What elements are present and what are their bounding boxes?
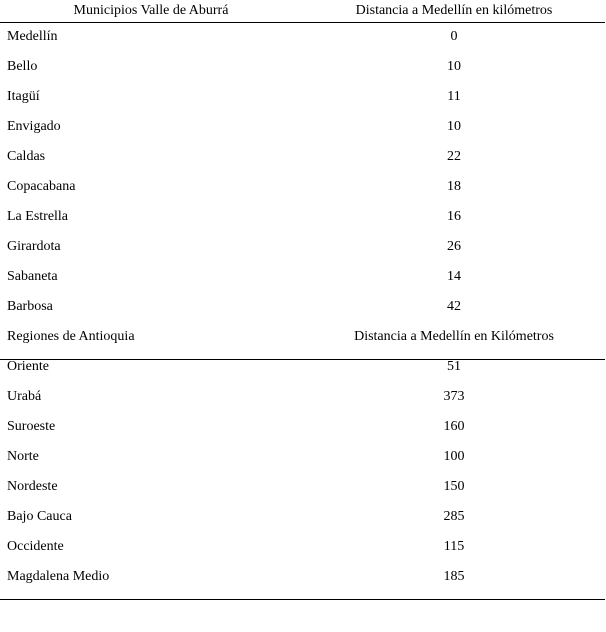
region-distance: 51 bbox=[447, 359, 461, 374]
municipio-distance: 0 bbox=[450, 29, 458, 44]
municipio-distance: 16 bbox=[447, 209, 461, 224]
table1-row bbox=[0, 172, 606, 202]
table1-row bbox=[0, 112, 606, 142]
region-name: Magdalena Medio bbox=[7, 569, 110, 584]
region-name: Oriente bbox=[7, 359, 49, 374]
table1-row bbox=[0, 52, 606, 82]
table1-header-row bbox=[0, 0, 606, 22]
region-distance: 285 bbox=[443, 509, 465, 524]
table1-row bbox=[0, 22, 606, 52]
region-name: Bajo Cauca bbox=[7, 509, 72, 524]
municipio-distance: 11 bbox=[447, 89, 461, 104]
table1-row bbox=[0, 232, 606, 262]
municipio-distance: 42 bbox=[447, 299, 461, 314]
region-distance: 160 bbox=[443, 419, 465, 434]
table2-row bbox=[0, 502, 606, 532]
region-distance: 373 bbox=[443, 389, 465, 404]
table2-row bbox=[0, 442, 606, 472]
table2-row bbox=[0, 532, 606, 562]
municipio-distance: 22 bbox=[447, 149, 461, 164]
region-name: Norte bbox=[7, 449, 39, 464]
municipio-distance: 10 bbox=[447, 119, 461, 134]
municipio-name: Girardota bbox=[7, 239, 61, 254]
table2-row bbox=[0, 352, 606, 382]
region-distance: 185 bbox=[443, 569, 465, 584]
municipio-distance: 26 bbox=[447, 239, 461, 254]
table2-row bbox=[0, 472, 606, 502]
table2-header-regiones: Regiones de Antioquia bbox=[7, 329, 135, 344]
region-distance: 150 bbox=[443, 479, 465, 494]
municipio-name: Envigado bbox=[7, 119, 61, 134]
municipio-name: Sabaneta bbox=[7, 269, 58, 284]
table1-row bbox=[0, 142, 606, 172]
table1-row bbox=[0, 82, 606, 112]
region-name: Occidente bbox=[7, 539, 64, 554]
region-distance: 115 bbox=[443, 539, 465, 554]
table1-header-municipios: Municipios Valle de Aburrá bbox=[73, 3, 229, 18]
table2-row bbox=[0, 382, 606, 412]
table1-row bbox=[0, 292, 606, 322]
municipio-name: Copacabana bbox=[7, 179, 76, 194]
table1-row bbox=[0, 262, 606, 292]
municipio-name: Itagüí bbox=[7, 89, 40, 104]
table2-header-rule bbox=[0, 359, 605, 360]
region-name: Urabá bbox=[7, 389, 42, 404]
region-name: Nordeste bbox=[7, 479, 58, 494]
table2-header-row bbox=[0, 322, 606, 352]
region-distance: 100 bbox=[443, 449, 465, 464]
table2-header-distancia: Distancia a Medellín en Kilómetros bbox=[354, 329, 554, 344]
table1-header-distancia: Distancia a Medellín en kilómetros bbox=[355, 3, 553, 18]
municipio-name: Barbosa bbox=[7, 299, 53, 314]
municipio-name: Caldas bbox=[7, 149, 46, 164]
municipio-name: Bello bbox=[7, 59, 38, 74]
table2-row bbox=[0, 562, 606, 592]
municipio-distance: 10 bbox=[447, 59, 461, 74]
region-name: Suroeste bbox=[7, 419, 56, 434]
table1-header-rule bbox=[0, 22, 605, 23]
table1-row bbox=[0, 202, 606, 232]
municipio-distance: 14 bbox=[447, 269, 461, 284]
municipio-distance: 18 bbox=[447, 179, 461, 194]
table-bottom-rule bbox=[0, 599, 605, 600]
municipio-name: La Estrella bbox=[7, 209, 69, 224]
municipio-name: Medellín bbox=[7, 29, 58, 44]
table2-row bbox=[0, 412, 606, 442]
